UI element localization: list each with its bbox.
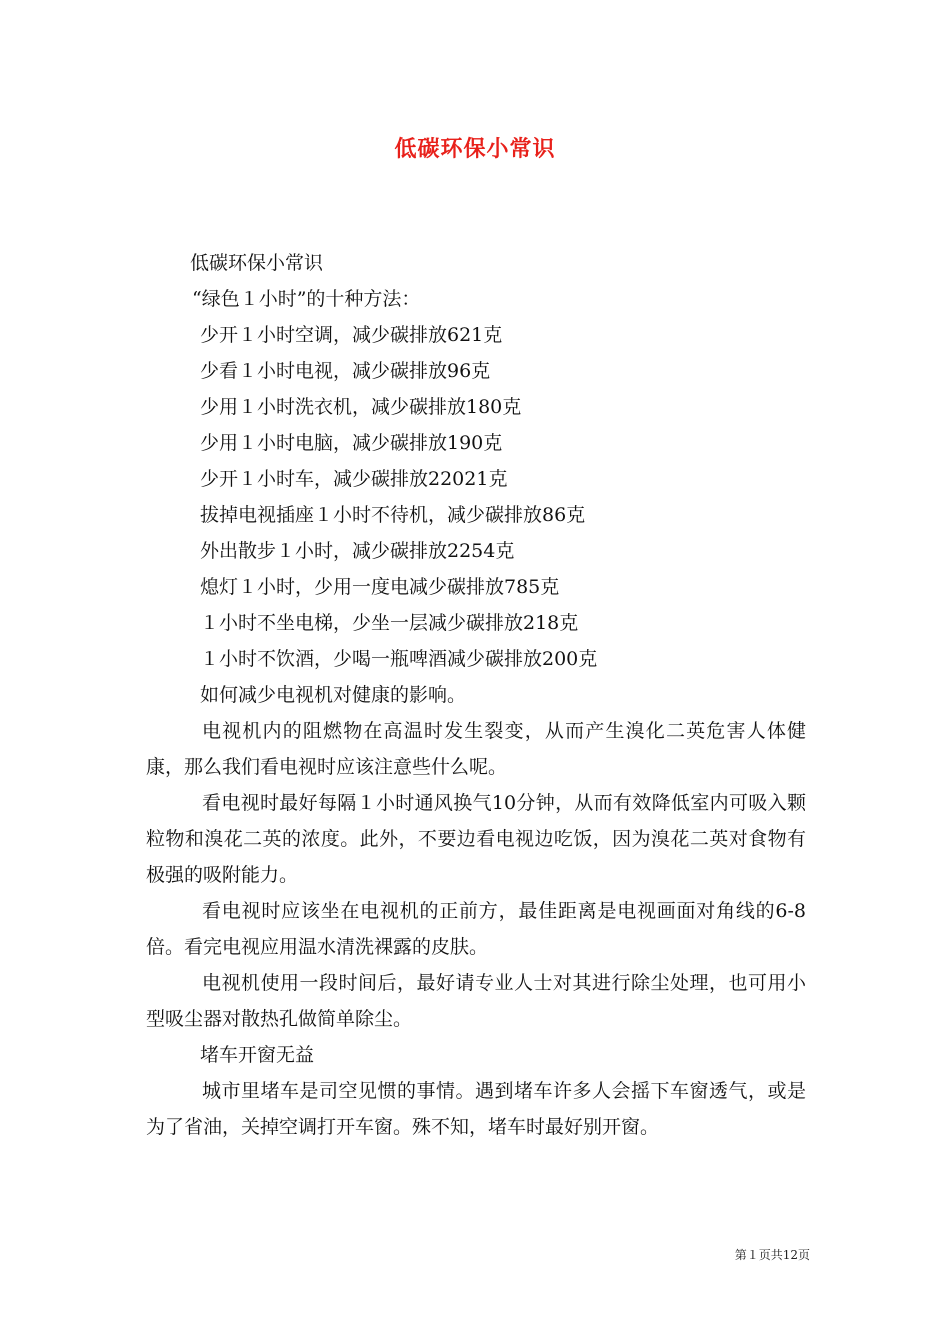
tv-paragraph: 看电视时应该坐在电视机的正前方，最佳距离是电视画面对角线的6-8倍。看完电视应用温水清洗裸露的皮肤。 <box>146 900 806 958</box>
tv-paragraph: 电视机使用一段时间后，最好请专业人士对其进行除尘处理，也可用小型吸尘器对散热孔做简单除尘。 <box>146 972 806 1030</box>
method-item: 少开１小时车，减少碳排放22021克 <box>200 468 508 490</box>
tv-paragraph: 看电视时最好每隔１小时通风换气10分钟，从而有效降低室内可吸入颗粒物和溴花二英的浓度。此外，不要边看电视边吃饭，因为溴花二英对食物有极强的吸附能力。 <box>146 792 806 886</box>
method-item: 少看１小时电视，减少碳排放96克 <box>200 360 491 382</box>
method-item: １小时不坐电梯，少坐一层减少碳排放218克 <box>200 612 579 634</box>
method-item: 外出散步１小时，减少碳排放2254克 <box>200 540 515 562</box>
method-item: 拔掉电视插座１小时不待机，减少碳排放86克 <box>200 504 586 526</box>
method-item: 熄灯１小时，少用一度电减少碳排放785克 <box>200 576 560 598</box>
car-paragraph: 城市里堵车是司空见惯的事情。遇到堵车许多人会摇下车窗透气，或是为了省油，关掉空调打开车窗。殊不知，堵车时最好别开窗。 <box>146 1080 806 1138</box>
page-footer: 第１页共12页 <box>734 1248 810 1262</box>
car-heading: 堵车开窗无益 <box>200 1044 315 1066</box>
tv-paragraph: 电视机内的阻燃物在高温时发生裂变，从而产生溴化二英危害人体健康，那么我们看电视时应该注意些什么呢。 <box>146 720 806 778</box>
method-item: 少用１小时洗衣机，减少碳排放180克 <box>200 396 522 418</box>
section-subtitle: 低碳环保小常识 <box>190 252 324 274</box>
document-title: 低碳环保小常识 <box>394 136 556 162</box>
method-item: １小时不饮酒，少喝一瓶啤酒减少碳排放200克 <box>200 648 598 670</box>
method-item: 少开１小时空调，减少碳排放621克 <box>200 324 503 346</box>
method-item: 少用１小时电脑，减少碳排放190克 <box>200 432 503 454</box>
tv-heading: 如何减少电视机对健康的影响。 <box>200 684 467 706</box>
document-body <box>146 245 806 1145</box>
methods-intro: “绿色１小时”的十种方法： <box>192 288 421 310</box>
